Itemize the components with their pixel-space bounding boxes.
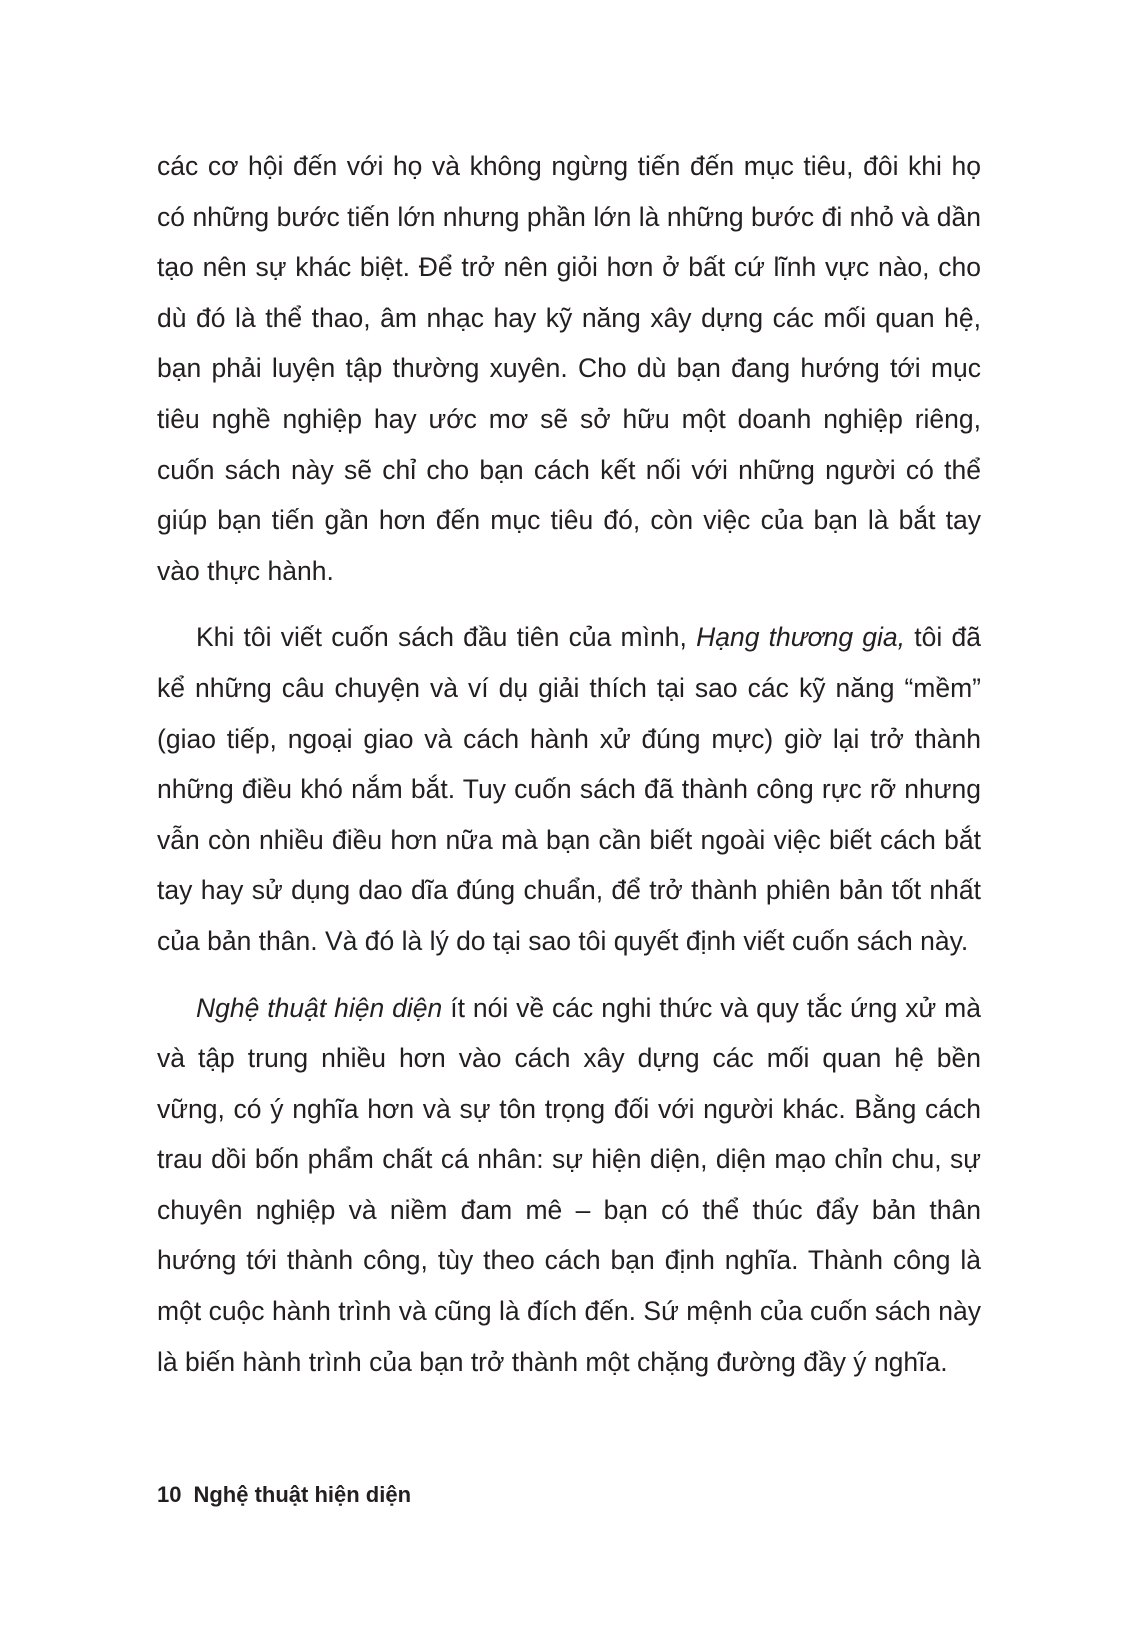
paragraph-3-rest: ít nói về các nghi thức và quy tắc ứng xử mà và tập trung nhiều hơn vào cách xây dựng các mối quan hệ bền vững, có ý nghĩa hơn và sự tôn trọng đối với người khác. Bằng cách trau dồi bốn phẩm chất cá nhân: sự hiện diện, diện mạo chỉn chu, sự chuyên nghiệp và niềm đam mê – bạn có thể thúc đẩy bản thân hướng tới thành công, tùy theo cách bạn định nghĩa. Thành công là một cuộc hành trình và cũng là đích đến. Sứ mệnh của cuốn sách này là biến hành trình của bạn trở thành một chặng đường đầy ý nghĩa. (157, 992, 981, 1377)
book-title-italic: Nghệ thuật hiện diện (196, 992, 443, 1023)
book-title-italic: Hạng thương gia, (696, 622, 906, 653)
paragraph-3 (157, 983, 981, 1388)
paragraph-2-lead: Khi tôi viết cuốn sách đầu tiên của mình, (196, 622, 697, 653)
paragraph-2 (157, 612, 981, 966)
body-text (157, 141, 981, 1403)
running-footer (157, 1482, 411, 1508)
paragraph-1: các cơ hội đến với họ và không ngừng tiến đến mục tiêu, đôi khi họ có những bước tiến lớn nhưng phần lớn là những bước đi nhỏ và dần tạo nên sự khác biệt. Để trở nên giỏi hơn ở bất cứ lĩnh vực nào, cho dù đó là thể thao, âm nhạc hay kỹ năng xây dựng các mối quan hệ, bạn phải luyện tập thường xuyên. Cho dù bạn đang hướng tới mục tiêu nghề nghiệp hay ước mơ sẽ sở hữu một doanh nghiệp riêng, cuốn sách này sẽ chỉ cho bạn cách kết nối với những người có thể giúp bạn tiến gần hơn đến mục tiêu đó, còn việc của bạn là bắt tay vào thực hành. (157, 151, 981, 586)
paragraph-2-rest: tôi đã kể những câu chuyện và ví dụ giải thích tại sao các kỹ năng “mềm” (giao tiếp, ngoại giao và cách hành xử đúng mực) giờ lại trở thành những điều khó nắm bắt. Tuy cuốn sách đã thành công rực rỡ nhưng vẫn còn nhiều điều hơn nữa mà bạn cần biết ngoài việc biết cách bắt tay hay sử dụng dao dĩa đúng chuẩn, để trở thành phiên bản tốt nhất của bản thân. Và đó là lý do tại sao tôi quyết định viết cuốn sách này. (157, 622, 981, 956)
footer-book-title: Nghệ thuật hiện diện (193, 1482, 412, 1507)
page-number: 10 (157, 1482, 182, 1507)
